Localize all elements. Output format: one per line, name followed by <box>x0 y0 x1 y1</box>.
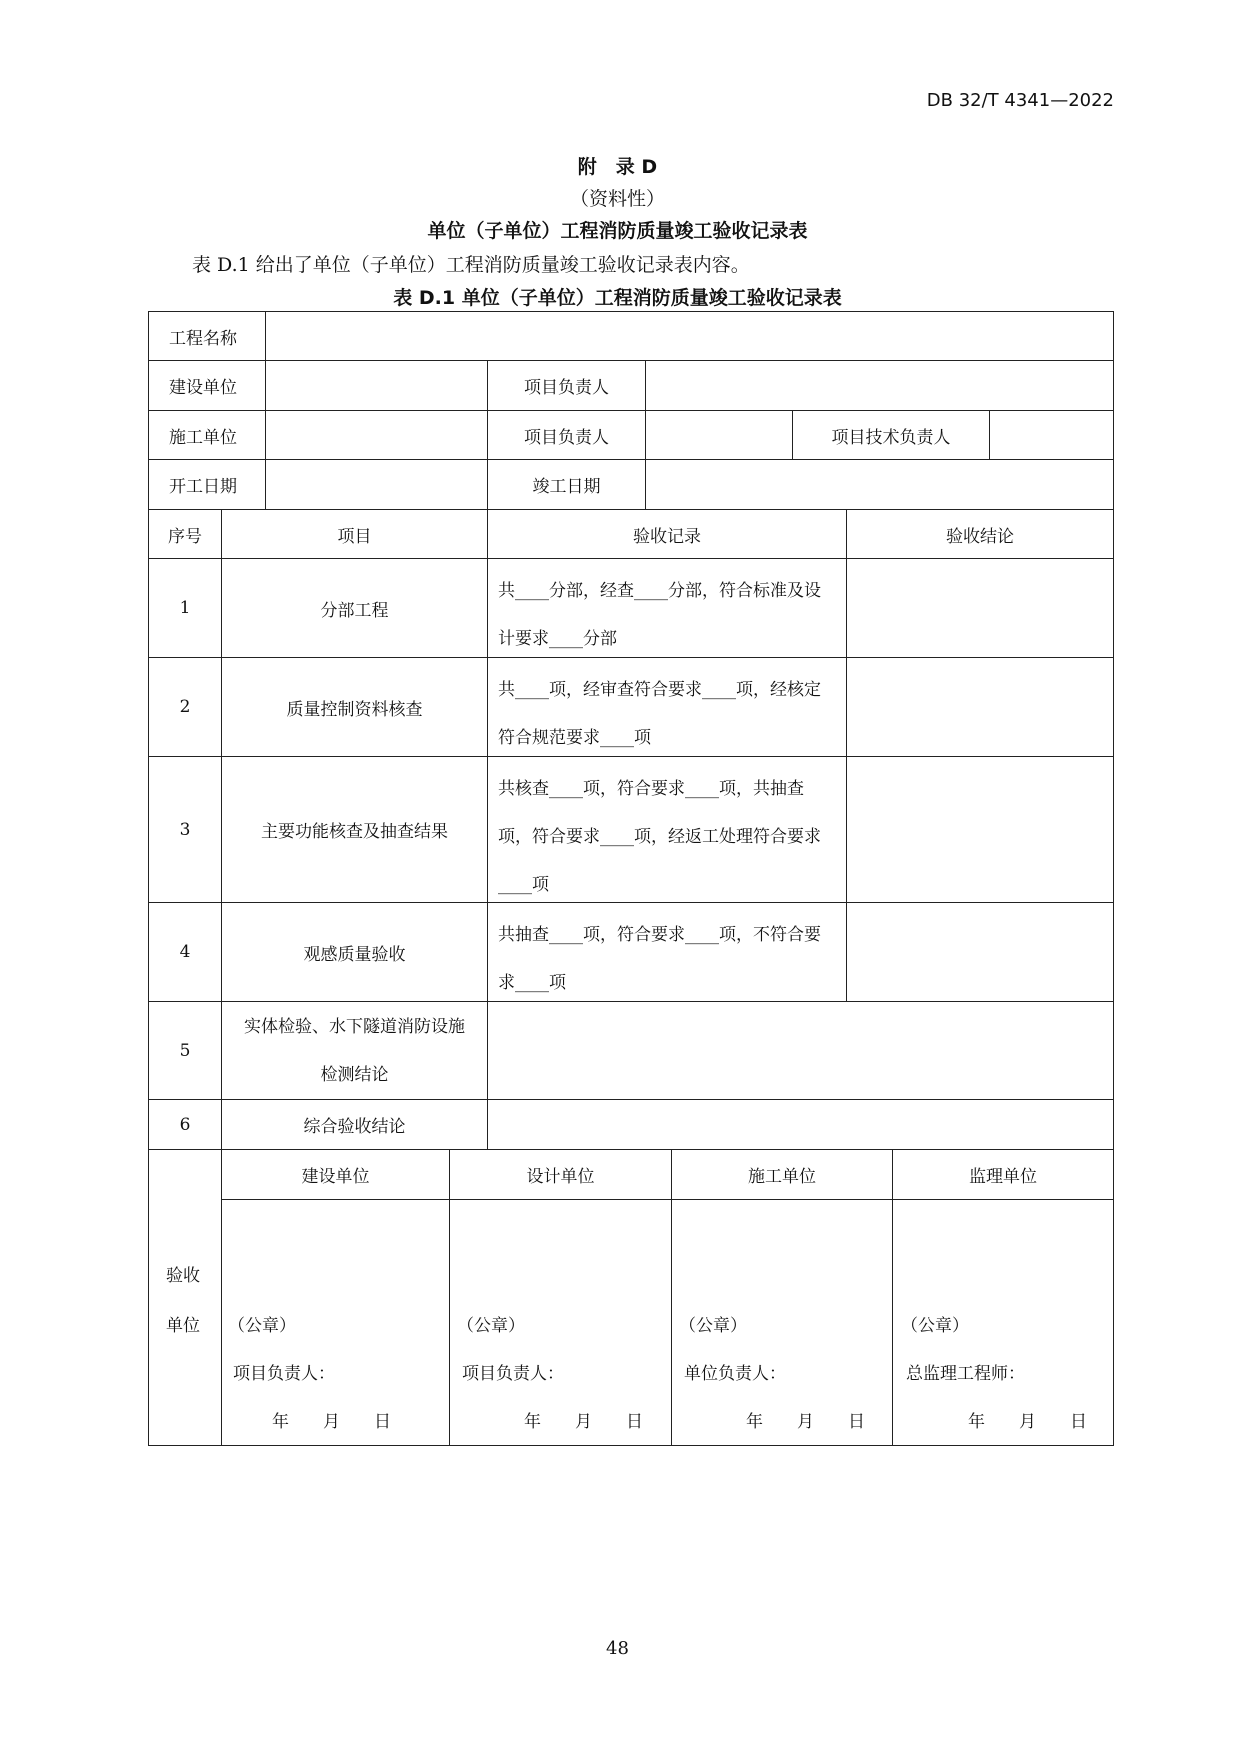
row-4-item: 观感质量验收 <box>221 902 488 1002</box>
appendix-title: 附 录 D <box>577 156 658 178</box>
date-build: 年 月 日 <box>272 1412 391 1432</box>
page-number: 48 <box>606 1638 629 1659</box>
field-construct-pm[interactable] <box>645 410 793 460</box>
field-start-date[interactable] <box>265 459 488 510</box>
row-6-no: 6 <box>148 1099 222 1150</box>
appendix-nature: （资料性） <box>569 188 665 210</box>
row-1-item: 分部工程 <box>221 558 488 658</box>
row-2-no: 2 <box>148 657 222 757</box>
date-design: 年 月 日 <box>524 1412 643 1432</box>
field-build-pm[interactable] <box>645 360 1114 411</box>
seal-construct: （公章） <box>679 1316 747 1336</box>
row-3-no: 3 <box>148 756 222 903</box>
appendix-heading: 单位（子单位）工程消防质量竣工验收记录表 <box>427 220 808 242</box>
person-supervise: 总监理工程师： <box>906 1364 1025 1384</box>
row-2-conclusion[interactable] <box>846 657 1114 757</box>
field-end-date[interactable] <box>645 459 1114 510</box>
person-design: 项目负责人： <box>462 1364 564 1384</box>
table-caption: 表 D.1 单位（子单位）工程消防质量竣工验收记录表 <box>393 287 842 309</box>
row-6-item: 综合验收结论 <box>221 1099 488 1150</box>
label-tech-lead: 项目技术负责人 <box>792 410 990 460</box>
field-construct-unit[interactable] <box>265 410 488 460</box>
label-build-pm: 项目负责人 <box>487 360 646 411</box>
label-construct-unit: 施工单位 <box>148 410 266 460</box>
sign-unit-supervise: 监理单位 <box>892 1149 1114 1200</box>
row-1-no: 1 <box>148 558 222 658</box>
seal-build: （公章） <box>228 1316 296 1336</box>
row-3-conclusion[interactable] <box>846 756 1114 903</box>
row-5-no: 5 <box>148 1001 222 1100</box>
date-construct: 年 月 日 <box>746 1412 865 1432</box>
row-2-record[interactable]: 共____项，经审查符合要求____项，经核定符合规范要求____项 <box>487 657 847 757</box>
row-3-record[interactable]: 共核查____项，符合要求____项，共抽查项，符合要求____项，经返工处理符合要求____项 <box>487 756 847 903</box>
person-construct: 单位负责人： <box>684 1364 786 1384</box>
seal-design: （公章） <box>457 1316 525 1336</box>
col-header-record: 验收记录 <box>487 509 847 559</box>
label-construct-pm: 项目负责人 <box>487 410 646 460</box>
row-3-item: 主要功能核查及抽查结果 <box>221 756 488 903</box>
sign-label-1: 验收 <box>166 1266 200 1286</box>
row-1-conclusion[interactable] <box>846 558 1114 658</box>
col-header-no: 序号 <box>148 509 222 559</box>
row-4-conclusion[interactable] <box>846 902 1114 1002</box>
sign-label-2: 单位 <box>166 1316 200 1336</box>
sign-unit-construct: 施工单位 <box>671 1149 893 1200</box>
standard-number: DB 32/T 4341—2022 <box>926 90 1114 111</box>
label-build-unit: 建设单位 <box>148 360 266 411</box>
row-5-conclusion[interactable] <box>487 1001 1114 1100</box>
date-supervise: 年 月 日 <box>968 1412 1087 1432</box>
col-header-item: 项目 <box>221 509 488 559</box>
intro-paragraph: 表 D.1 给出了单位（子单位）工程消防质量竣工验收记录表内容。 <box>192 254 750 276</box>
label-start-date: 开工日期 <box>148 459 266 510</box>
row-1-record[interactable]: 共____分部，经查____分部，符合标准及设计要求____分部 <box>487 558 847 658</box>
field-tech-lead[interactable] <box>989 410 1114 460</box>
field-project-name[interactable] <box>265 311 1114 361</box>
seal-supervise: （公章） <box>901 1316 969 1336</box>
row-2-item: 质量控制资料核查 <box>221 657 488 757</box>
label-project-name: 工程名称 <box>148 311 266 361</box>
label-end-date: 竣工日期 <box>487 459 646 510</box>
row-6-conclusion[interactable] <box>487 1099 1114 1150</box>
field-build-unit[interactable] <box>265 360 488 411</box>
col-header-conclusion: 验收结论 <box>846 509 1114 559</box>
sign-label-cell <box>148 1149 222 1446</box>
sign-unit-build: 建设单位 <box>221 1149 450 1200</box>
person-build: 项目负责人： <box>233 1364 335 1384</box>
row-5-item: 实体检验、水下隧道消防设施检测结论 <box>221 1001 488 1100</box>
sign-unit-design: 设计单位 <box>449 1149 672 1200</box>
row-4-no: 4 <box>148 902 222 1002</box>
row-4-record[interactable]: 共抽查____项，符合要求____项，不符合要求____项 <box>487 902 847 1002</box>
